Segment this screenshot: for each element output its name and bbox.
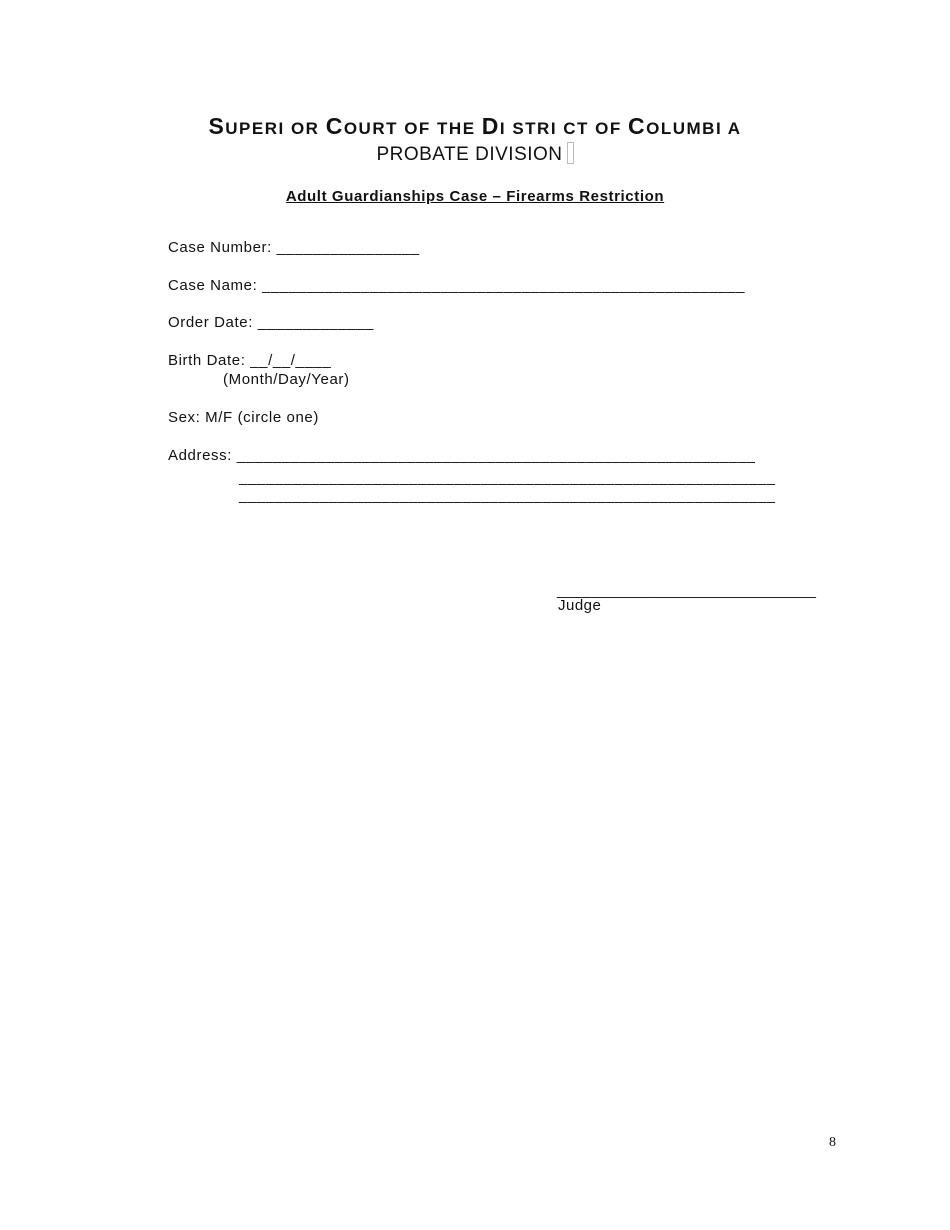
division-label: PROBATE DIVISION	[376, 144, 563, 165]
case-number-field: Case Number: ________________	[168, 239, 420, 256]
division-title	[0, 142, 950, 166]
court-title-part-4: COLUMBI A	[628, 113, 742, 139]
address-field: Address: __________________________________________________________	[168, 447, 756, 464]
case-name-field: Case Name: ______________________________________________________	[168, 277, 746, 294]
address-line-2: ____________________________________________________________	[239, 469, 776, 486]
order-date-field: Order Date: _____________	[168, 314, 374, 331]
birth-date-format-hint: (Month/Day/Year)	[223, 371, 350, 388]
address-line-3: ____________________________________________________________	[239, 487, 776, 504]
judge-signature-line: ______________________________	[557, 582, 817, 599]
court-title-part-1: SUPERI OR	[208, 113, 326, 139]
text-cursor-box	[567, 142, 574, 164]
birth-date-field: Birth Date: __/__/____	[168, 352, 332, 369]
judge-label: Judge	[558, 597, 602, 614]
page-number: 8	[829, 1135, 836, 1150]
court-title	[0, 113, 950, 140]
form-title: Adult Guardianships Case – Firearms Restriction	[285, 188, 665, 205]
sex-field: Sex: M/F (circle one)	[168, 409, 319, 426]
court-title-part-2: COURT OF THE	[325, 113, 482, 139]
court-title-part-3: DI STRI CT OF	[481, 113, 628, 139]
